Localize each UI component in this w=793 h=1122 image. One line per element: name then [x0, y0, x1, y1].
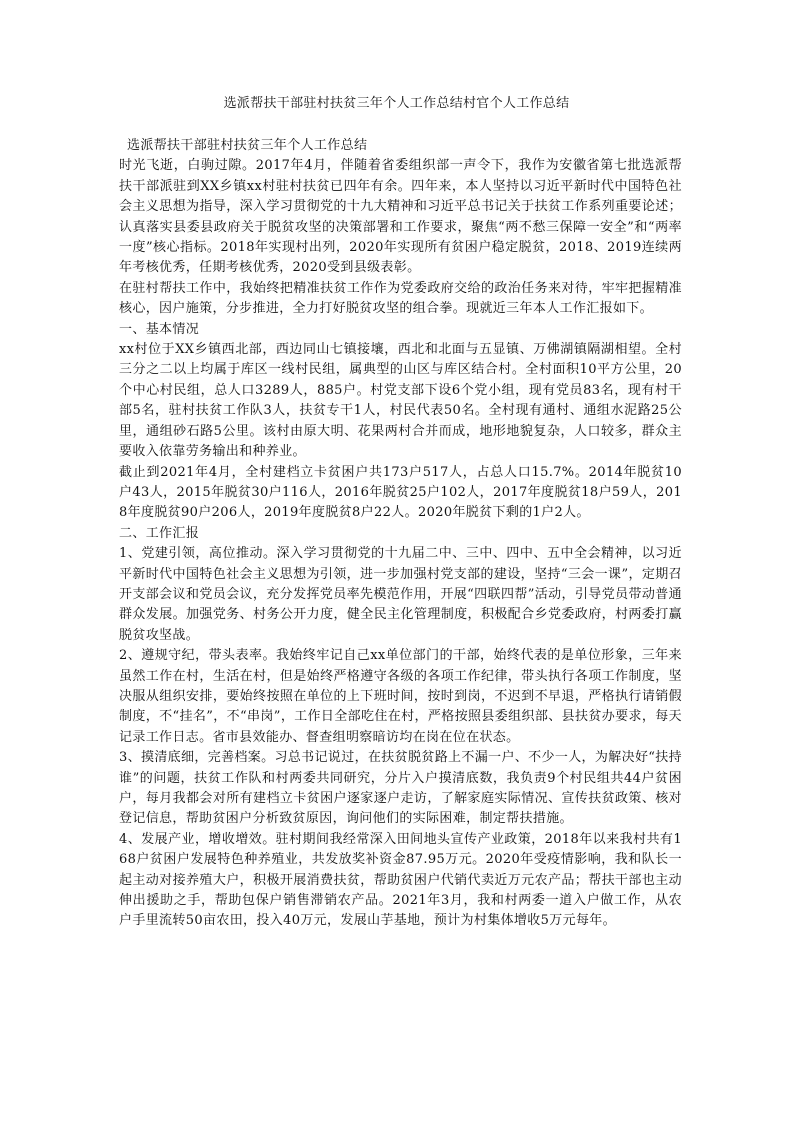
paragraph-item-industry: 4、发展产业，增收增效。驻村期间我经常深入田间地头宣传产业政策，2018年以来我村共有168户贫困户发展特色种养殖业，共发放奖补资金87.95万元。2020年受疫情影响，我和队长一起主动对接养殖大户，积极开展消费扶贫，帮助贫困户代销代卖近万元农产品；帮扶干部也主动伸出援助之手，帮助包保户销售滞销农产品。2021年3月，我和村两委一道入户做工作，从农户手里流转50亩农田，投入40万元，发展山芋基地，预计为村集体增收5万元每年。 [119, 831, 682, 929]
document-title: 选派帮扶干部驻村扶贫三年个人工作总结村官个人工作总结 [223, 96, 570, 111]
paragraph-village-overview: xx村位于XX乡镇西北部，西边同山七镇接壤，西北和北面与五显镇、万佛湖镇隔湖相望。全村三分之二以上均属于库区一线村民组，属典型的山区与库区结合村。全村面积10平方公里，20个中心村民组，总人口3289人，885户。村党支部下设6个党小组，现有党员83名，现有村干部5名，驻村扶贫工作队3人，扶贫专干1人，村民代表50名。全村现有通村、通组水泥路25公里，通组砂石路5公里。该村由原大明、花果两村合并而成，地形地貌复杂，人口较多，群众主要收入依靠劳务输出和种养业。 [119, 342, 682, 460]
paragraph-item-discipline: 2、遵规守纪，带头表率。我始终牢记自己xx单位部门的干部，始终代表的是单位形象，三年来虽然工作在村，生活在村，但是始终严格遵守各级的各项工作纪律，带头执行各项工作制度，坚决服从组织安排，要始终按照在单位的上下班时间，按时到岗，不迟到不早退，严格执行请销假制度，不“挂名”，不“串岗”，工作日全部吃住在村，严格按照县委组织部、县扶贫办要求，每天记录工作日志。省市县效能办、督查组明察暗访均在岗在位在状态。 [119, 648, 682, 745]
section-heading-work-report: 二、工作汇报 [119, 525, 200, 541]
paragraph-poverty-statistics: 截止到2021年4月，全村建档立卡贫困户共173户517人，占总人口15.7%。2014年脱贫10户43人，2015年脱贫30户116人，2016年脱贫25户102人，2017年度脱贫18户59人，2018年度脱贫90户206人，2019年度脱贫8户22人。2020年脱贫下剩的1户2人。 [119, 464, 682, 521]
section-heading-basic-info: 一、基本情况 [119, 321, 200, 337]
paragraph-task: 在驻村帮扶工作中，我始终把精准扶贫工作作为党委政府交给的政治任务来对待，牢牢把握精准核心，因户施策，分步推进，全力打好脱贫攻坚的组合拳。现就近三年本人工作汇报如下。 [119, 280, 682, 317]
document-subtitle: 选派帮扶干部驻村扶贫三年个人工作总结 [127, 138, 368, 153]
paragraph-item-party-building: 1、党建引领，高位推动。深入学习贯彻党的十九届二中、三中、四中、五中全会精神，以习近平新时代中国特色社会主义思想为引领，进一步加强村党支部的建设，坚持“三会一课”，定期召开支部会议和党员会议，充分发挥党员率先模范作用，开展“四联四帮”活动，引导党员带动普通群众发展。加强党务、村务公开力度，健全民主化管理制度，积极配合乡党委政府，村两委打赢脱贫攻坚战。 [119, 546, 682, 643]
paragraph-item-records: 3、摸清底细，完善档案。习总书记说过，在扶贫脱贫路上不漏一户、不少一人，为解决好“扶持谁”的问题，扶贫工作队和村两委共同研究，分片入户摸清底数，我负责9个村民组共44户贫困户，每月我都会对所有建档立卡贫困户逐家逐户走访，了解家庭实际情况、宣传扶贫政策、核对登记信息，帮助贫困户分析致贫原因，询问他们的实际困难，制定帮扶措施。 [119, 750, 682, 827]
paragraph-intro: 时光飞逝，白驹过隙。2017年4月，伴随着省委组织部一声令下，我作为安徽省第七批选派帮扶干部派驻到XX乡镇xx村驻村扶贫已四年有余。四年来，本人坚持以习近平新时代中国特色社会主义思想为指导，深入学习贯彻党的十九大精神和习近平总书记关于扶贫工作系列重要论述；认真落实县委县政府关于脱贫攻坚的决策部署和工作要求，聚焦“两不愁三保障一安全”和“两率一度”核心指标。2018年实现村出列，2020年实现所有贫困户稳定脱贫，2018、2019连续两年考核优秀，任期考核优秀，2020受到县级表彰。 [119, 158, 682, 276]
document-body [119, 136, 682, 932]
